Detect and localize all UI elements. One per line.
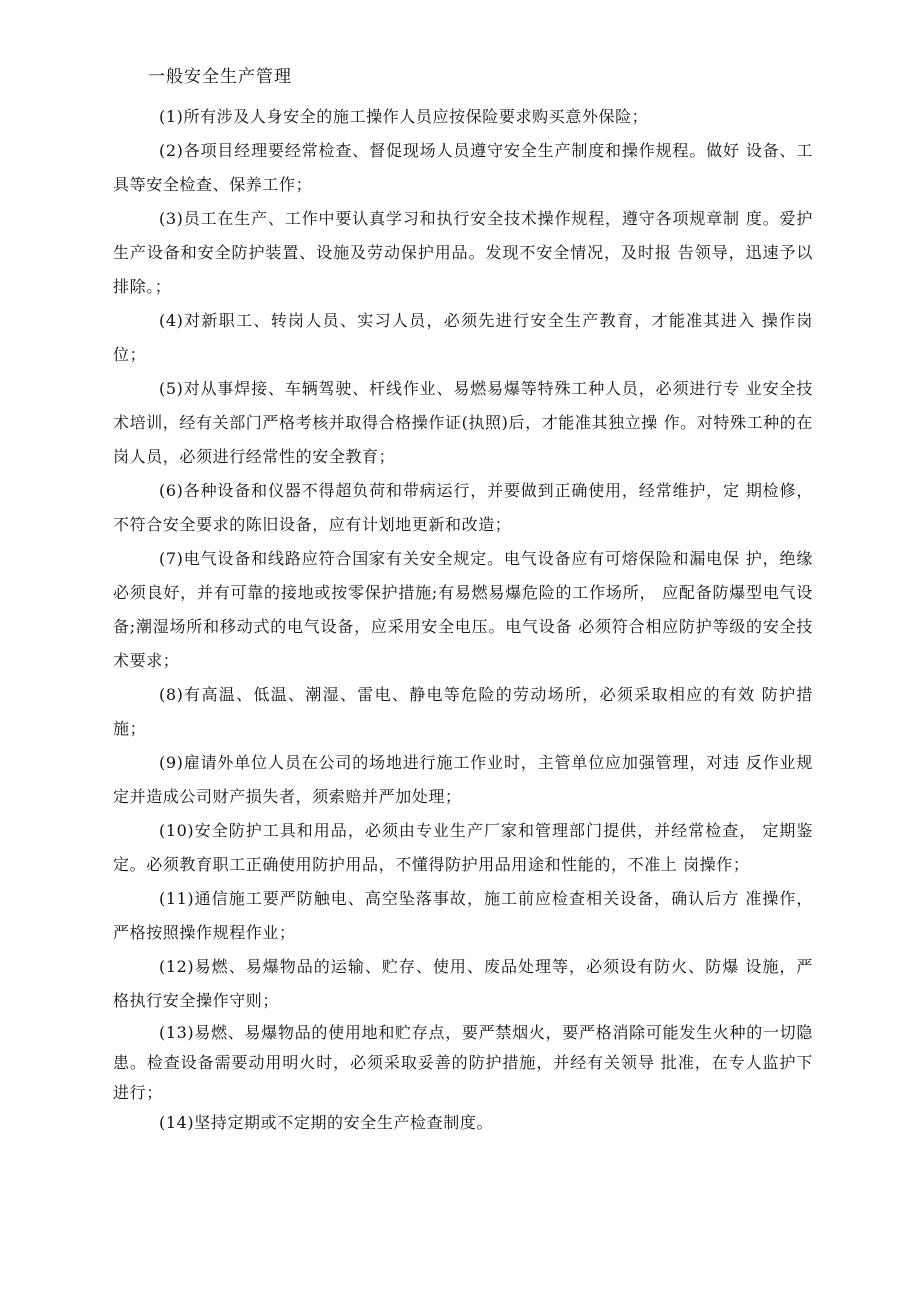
clause-10: (10)安全防护工具和用品，必须由专业生产厂家和管理部门提供，并经常检查， 定期鉴定。必须教育职工正确使用防护用品，不懂得防护用品用途和性能的，不准上 岗操作； bbox=[113, 821, 813, 874]
clause-12: (12)易燃、易爆物品的运输、贮存、使用、废品处理等，必须设有防火、防爆 设施，严格执行安全操作守则； bbox=[113, 957, 813, 1010]
clause-9: (9)雇请外单位人员在公司的场地进行施工作业时，主管单位应加强管理，对违 反作业规定并造成公司财产损失者，须索赔并严加处理； bbox=[113, 753, 813, 806]
clause-11: (11)通信施工要严防触电、高空坠落事故，施工前应检查相关设备，确认后方 准操作，严格按照操作规程作业； bbox=[113, 889, 813, 942]
clause-2: (2)各项目经理要经常检查、督促现场人员遵守安全生产制度和操作规程。做好 设备、工具等安全检查、保养工作； bbox=[113, 141, 813, 194]
document-title: 一般安全生产管理 bbox=[148, 67, 292, 87]
clause-8: (8)有高温、低温、潮湿、雷电、静电等危险的劳动场所，必须采取相应的有效 防护措施； bbox=[113, 685, 813, 738]
clause-7: (7)电气设备和线路应符合国家有关安全规定。电气设备应有可熔保险和漏电保 护，绝缘必须良好，并有可靠的接地或按零保护措施;有易燃易爆危险的工作场所， 应配备防爆型电气设备;潮湿场所和移动式的电气设备，应采用安全电压。电气设备 必须符合相应防护等级的安全技术要求； bbox=[113, 549, 813, 670]
clause-5: (5)对从事焊接、车辆驾驶、杆线作业、易燃易爆等特殊工种人员，必须进行专 业安全技术培训，经有关部门严格考核并取得合格操作证(执照)后，才能准其独立操 作。对特殊工种的在岗人员，必须进行经常性的安全教育； bbox=[113, 379, 813, 466]
clause-6: (6)各种设备和仪器不得超负荷和带病运行，并要做到正确使用，经常维护，定 期检修，不符合安全要求的陈旧设备，应有计划地更新和改造； bbox=[113, 481, 813, 534]
clause-4: (4)对新职工、转岗人员、实习人员，必须先进行安全生产教育，才能准其进入 操作岗位； bbox=[113, 311, 813, 364]
clause-14: (14)坚持定期或不定期的安全生产检查制度。 bbox=[159, 1113, 494, 1132]
clause-13: (13)易燃、易爆物品的使用地和贮存点，要严禁烟火，要严格消除可能发生火种的一切隐患。检查设备需要动用明火时，必须采取妥善的防护措施，并经有关领导 批准，在专人监护下进行； bbox=[113, 1023, 813, 1102]
clause-1: (1)所有涉及人身安全的施工操作人员应按保险要求购买意外保险； bbox=[159, 107, 649, 126]
clause-3: (3)员工在生产、工作中要认真学习和执行安全技术操作规程，遵守各项规章制 度。爱护生产设备和安全防护装置、设施及劳动保护用品。发现不安全情况，及时报 告领导，迅速予以排除。； bbox=[113, 209, 813, 296]
document-body bbox=[113, 100, 813, 1138]
